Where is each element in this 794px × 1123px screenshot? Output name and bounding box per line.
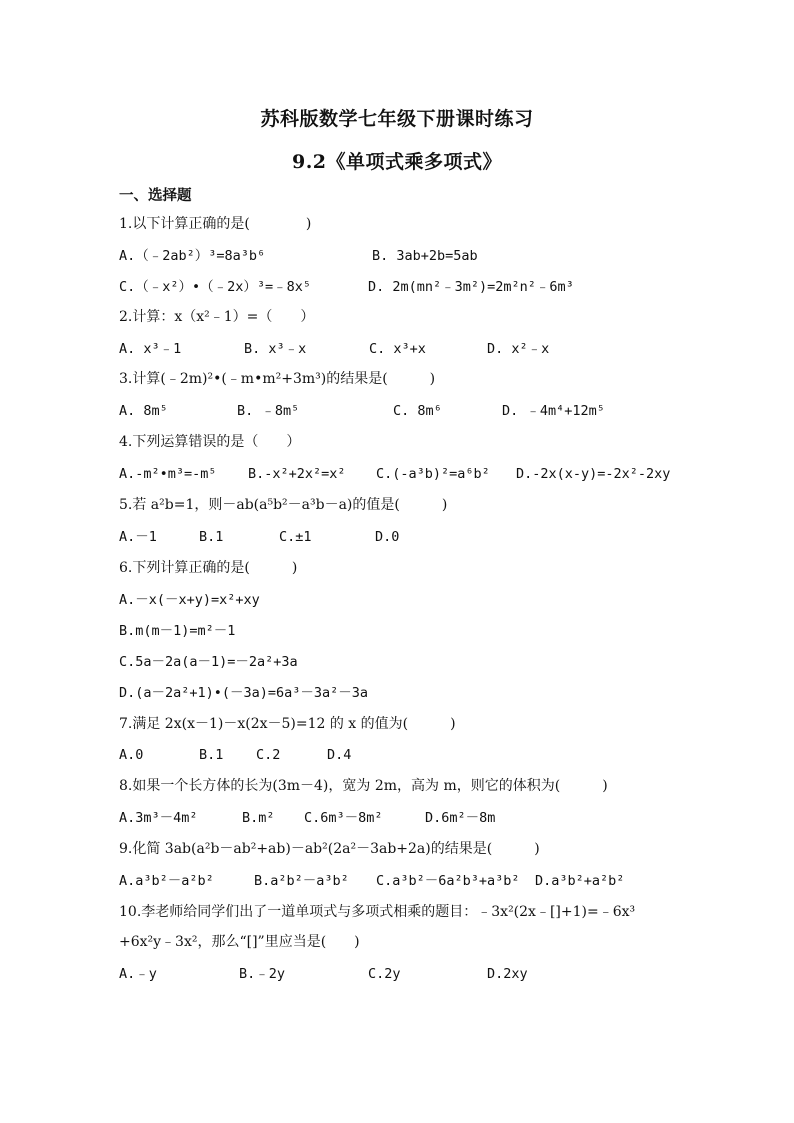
- option-c: C.2: [256, 747, 281, 763]
- option-c: C.(-a³b)²=a⁶b²: [376, 466, 490, 482]
- option-b: B.a²b²－a³b²: [254, 873, 349, 889]
- option-a: A.（﹣2ab²）³=8a³b⁶: [119, 248, 266, 264]
- option-b: B.﹣2y: [239, 966, 286, 982]
- question-stem: 9.化简 3ab(a²b－ab²+ab)－ab²(2a²－3ab+2a)的结果是( ): [119, 841, 540, 857]
- option-a: A.3m³－4m²: [119, 810, 198, 826]
- question-stem: 1.以下计算正确的是( ): [119, 216, 312, 232]
- page-title: 苏科版数学七年级下册课时练习: [260, 108, 534, 130]
- option-b: B.m²: [242, 810, 275, 826]
- option-c: C.5a－2a(a－1)=－2a²+3a: [119, 654, 298, 670]
- option-c: C.±1: [279, 529, 312, 545]
- option-a: A.a³b²－a²b²: [119, 873, 214, 889]
- question-stem: 6.下列计算正确的是( ): [119, 560, 298, 576]
- option-b: B. x³﹣x: [244, 341, 307, 357]
- option-c: C. x³+x: [369, 341, 426, 357]
- option-b: B. 3ab+2b=5ab: [372, 248, 478, 264]
- option-c: C.2y: [368, 966, 401, 982]
- option-c: C.（﹣x²）•（﹣2x）³=﹣8x⁵: [119, 279, 312, 295]
- option-b: B.m(m－1)=m²－1: [119, 623, 236, 639]
- option-c: C.6m³－8m²: [304, 810, 383, 826]
- option-d: D.a³b²+a²b²: [535, 873, 625, 889]
- option-a: A.-m²•m³=-m⁵: [119, 466, 217, 482]
- question-stem: 5.若 a²b=1，则－ab(a⁵b²－a³b－a)的值是( ): [119, 497, 448, 513]
- option-d: D.(a－2a²+1)•(－3a)=6a³－3a²－3a: [119, 685, 369, 701]
- option-d: D. x²﹣x: [487, 341, 550, 357]
- page-subtitle: 9.2《单项式乘多项式》: [291, 151, 503, 173]
- option-b: B.1: [199, 529, 224, 545]
- option-d: D.2xy: [487, 966, 528, 982]
- option-a: A.﹣y: [119, 966, 157, 982]
- question-stem-continued: +6x²y﹣3x²，那么“[]”里应当是( ): [119, 934, 360, 950]
- section-heading: 一、选择题: [119, 187, 192, 204]
- option-b: B. ﹣8m⁵: [237, 403, 300, 419]
- option-d: D. ﹣4m⁴+12m⁵: [502, 403, 605, 419]
- option-d: D.6m²－8m: [425, 810, 496, 826]
- option-b: B.1: [199, 747, 224, 763]
- question-stem: 8.如果一个长方体的长为(3m－4)，宽为 2m，高为 m，则它的体积为( ): [119, 778, 608, 794]
- option-a: A.－x(－x+y)=x²+xy: [119, 592, 260, 608]
- question-stem: 7.满足 2x(x－1)－x(2x－5)=12 的 x 的值为( ): [119, 716, 456, 732]
- question-stem: 3.计算(﹣2m)²•(﹣m•m²+3m³)的结果是( ): [119, 371, 436, 387]
- option-d: D.-2x(x-y)=-2x²-2xy: [516, 466, 671, 482]
- question-stem: 4.下列运算错误的是（ ）: [119, 434, 301, 450]
- question-stem: 2.计算：x（x²﹣1）=（ ）: [119, 309, 315, 325]
- question-stem: 10.李老师给同学们出了一道单项式与多项式相乘的题目：﹣3x²(2x﹣[]+1)=﹣6x³: [119, 904, 636, 920]
- option-d: D.4: [327, 747, 352, 763]
- option-d: D.0: [375, 529, 400, 545]
- option-d: D. 2m(mn²﹣3m²)=2m²n²﹣6m³: [368, 279, 574, 295]
- option-a: A. x³﹣1: [119, 341, 182, 357]
- option-b: B.-x²+2x²=x²: [248, 466, 346, 482]
- option-a: A.0: [119, 747, 144, 763]
- option-a: A. 8m⁵: [119, 403, 168, 419]
- option-c: C. 8m⁶: [393, 403, 442, 419]
- option-c: C.a³b²－6a²b³+a³b²: [376, 873, 520, 889]
- option-a: A.－1: [119, 529, 157, 545]
